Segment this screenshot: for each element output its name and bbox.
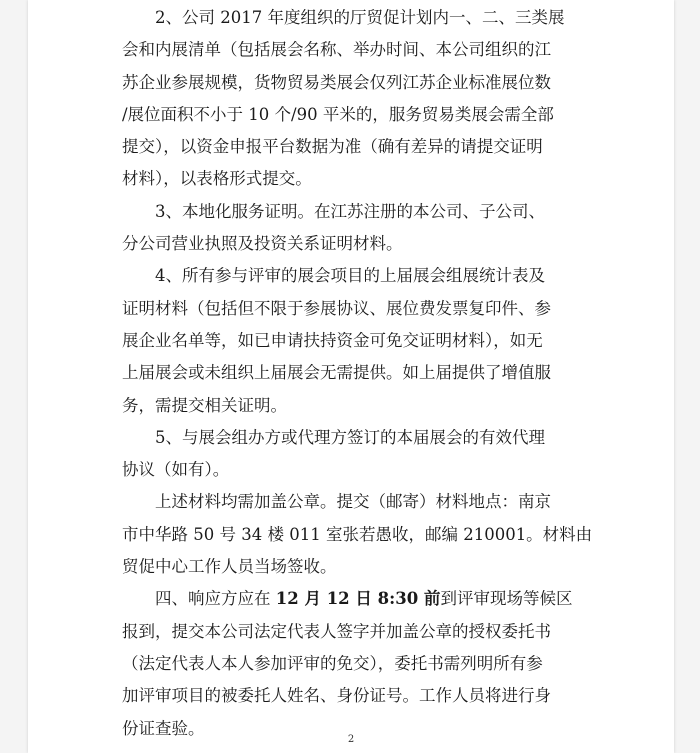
text-line: 加评审项目的被委托人姓名、身份证号。工作人员将进行身	[122, 686, 551, 706]
text-line: /展位面积不小于 10 个/90 平米的，服务贸易类展会需全部	[122, 104, 554, 124]
page-number: 2	[347, 734, 355, 745]
text-line: 会和内展清单（包括展会名称、举办时间、本公司组织的江	[122, 40, 551, 60]
section-four-suffix: 到评审现场等候区	[440, 589, 573, 609]
text-line: 材料），以表格形式提交。	[122, 169, 312, 189]
text-line: 2、公司 2017 年度组织的厅贸促计划内一、二、三类展	[155, 8, 565, 27]
text-line: 苏企业参展规模，货物贸易类展会仅列江苏企业标准展位数	[122, 72, 551, 92]
paragraph-item-5	[122, 422, 612, 487]
text-line: 提交），以资金申报平台数据为准（确有差异的请提交证明	[122, 137, 543, 157]
text-line: 证明材料（包括但不限于参展协议、展位费发票复印件、参	[122, 298, 551, 318]
text-line: 展企业名单等，如已申请扶持资金可免交证明材料），如无	[122, 330, 543, 350]
document-body	[122, 2, 612, 745]
document-page	[28, 0, 674, 753]
text-line: 4、所有参与评审的展会项目的上届展会组展统计表及	[155, 266, 545, 286]
text-line: 报到，提交本公司法定代表人签字并加盖公章的授权委托书	[122, 621, 551, 641]
section-four	[122, 583, 612, 744]
text-line: 上述材料均需加盖公章。提交（邮寄）材料地点：南京	[155, 492, 551, 512]
paragraph-item-3	[122, 196, 612, 261]
text-line: 5、与展会组办方或代理方签订的本届展会的有效代理	[155, 427, 545, 447]
text-line: 贸促中心工作人员当场签收。	[122, 557, 337, 577]
paragraph-item-4	[122, 260, 612, 421]
text-line: 份证查验。	[122, 718, 205, 738]
text-line: 分公司营业执照及投资关系证明材料。	[122, 234, 403, 254]
deadline-time: 12 月 12 日 8:30 前	[275, 589, 441, 609]
text-line: （法定代表人本人参加评审的免交），委托书需列明所有参	[122, 653, 543, 673]
text-line: 上届展会或未组织上届展会无需提供。如上届提供了增值服	[122, 363, 551, 383]
paragraph-item-2	[122, 2, 612, 196]
text-line: 务，需提交相关证明。	[122, 395, 287, 415]
section-four-prefix: 四、响应方应在	[155, 589, 276, 609]
text-line: 3、本地化服务证明。在江苏注册的本公司、子公司、	[155, 201, 545, 221]
text-line: 协议（如有）。	[122, 460, 230, 480]
paragraph-submission-note	[122, 486, 612, 583]
text-line	[122, 583, 612, 615]
text-line: 市中华路 50 号 34 楼 011 室张若愚收，邮编 210001。材料由	[122, 524, 593, 544]
